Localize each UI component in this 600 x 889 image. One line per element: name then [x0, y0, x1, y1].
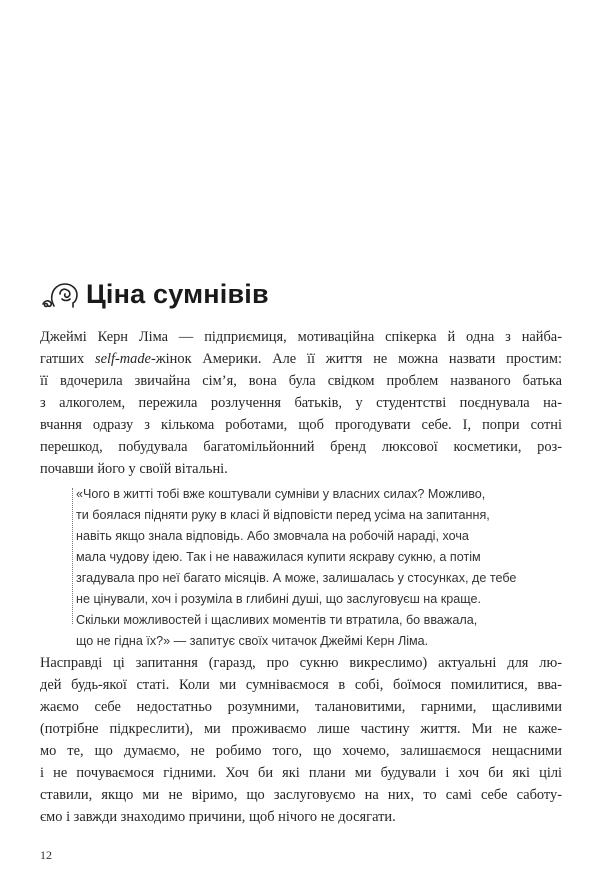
text-line: (потрібне підкреслити), ми проживаємо лише частину життя. Ми не каже-: [40, 721, 562, 737]
quote-line: мала чудову ідею. Так і не наважилася купити яскраву сукню, а потім: [76, 550, 481, 564]
section-title: Ціна сумнівів: [86, 278, 269, 309]
blockquote: [76, 484, 524, 652]
brain-head-icon: [40, 278, 80, 310]
text-line: вчання одразу з кількома роботами, щоб прогодувати себе. І, попри сотні: [40, 417, 562, 433]
page-number: 12: [40, 848, 52, 862]
quote-line: навіть якщо знала відповідь. Або змовчала на робочій нараді, хоча: [76, 529, 469, 543]
quote-line: що не гідна їх?» — запитує своїх читачок Джеймі Керн Ліма.: [76, 634, 429, 648]
text-line: жаємо себе недостатньо розумними, талановитими, гарними, щасливими: [40, 699, 562, 715]
text-line: мо те, що думаємо, не робимо того, що хочемо, залишаємося нещасними: [40, 743, 562, 759]
text-line: її вдочерила звичайна сім’я, вона була свідком проблем названого батька: [40, 373, 562, 389]
text-line: почавши його у своїй вітальні.: [40, 461, 228, 477]
text-line: Джеймі Керн Ліма — підприємиця, мотиваційна спікерка й одна з найба-: [40, 329, 562, 345]
text-line: перешкод, побудувала багатомільйонний бренд люксової косметики, роз-: [40, 439, 562, 455]
section-heading: [40, 278, 269, 310]
quote-line: згадувала про неї багато місяців. А може, залишалась у стосунках, де тебе: [76, 571, 517, 585]
text-line: Насправді ці запитання (гаразд, про сукню викреслимо) актуальні для лю-: [40, 655, 562, 671]
quote-line: ти боялася підняти руку в класі й відповісти перед усіма на запитання,: [76, 508, 490, 522]
paragraph-main: [40, 652, 562, 828]
text-line: дей будь-якої статі. Коли ми сумніваємося в собі, боїмося помилитися, вва-: [40, 677, 562, 693]
text-line: гатших self-made-жінок Америки. Але її життя не можна назвати простим:: [40, 351, 562, 367]
text-line: ємо і завжди знаходимо причини, щоб нічого не досягати.: [40, 809, 396, 825]
quote-line: Скільки можливостей і щасливих моментів ти втратила, бо вважала,: [76, 613, 478, 627]
text-line: і не почуваємося гідними. Хоч би які плани ми будували і хоч би які цілі: [40, 765, 562, 781]
paragraph-intro: [40, 326, 562, 480]
text-line: з алкоголем, пережила розлучення батьків, у студентстві поєднувала на-: [40, 395, 562, 411]
text-line: ставили, якщо ми не віримо, що заслуговуємо на них, то самі себе саботу-: [40, 787, 562, 803]
quote-line: «Чого в житті тобі вже коштували сумніви у власних силах? Можливо,: [76, 487, 486, 501]
quote-marker: [72, 488, 73, 624]
quote-line: не цінували, хоч і розуміла в глибині душі, що заслуговуєш на краще.: [76, 592, 481, 606]
